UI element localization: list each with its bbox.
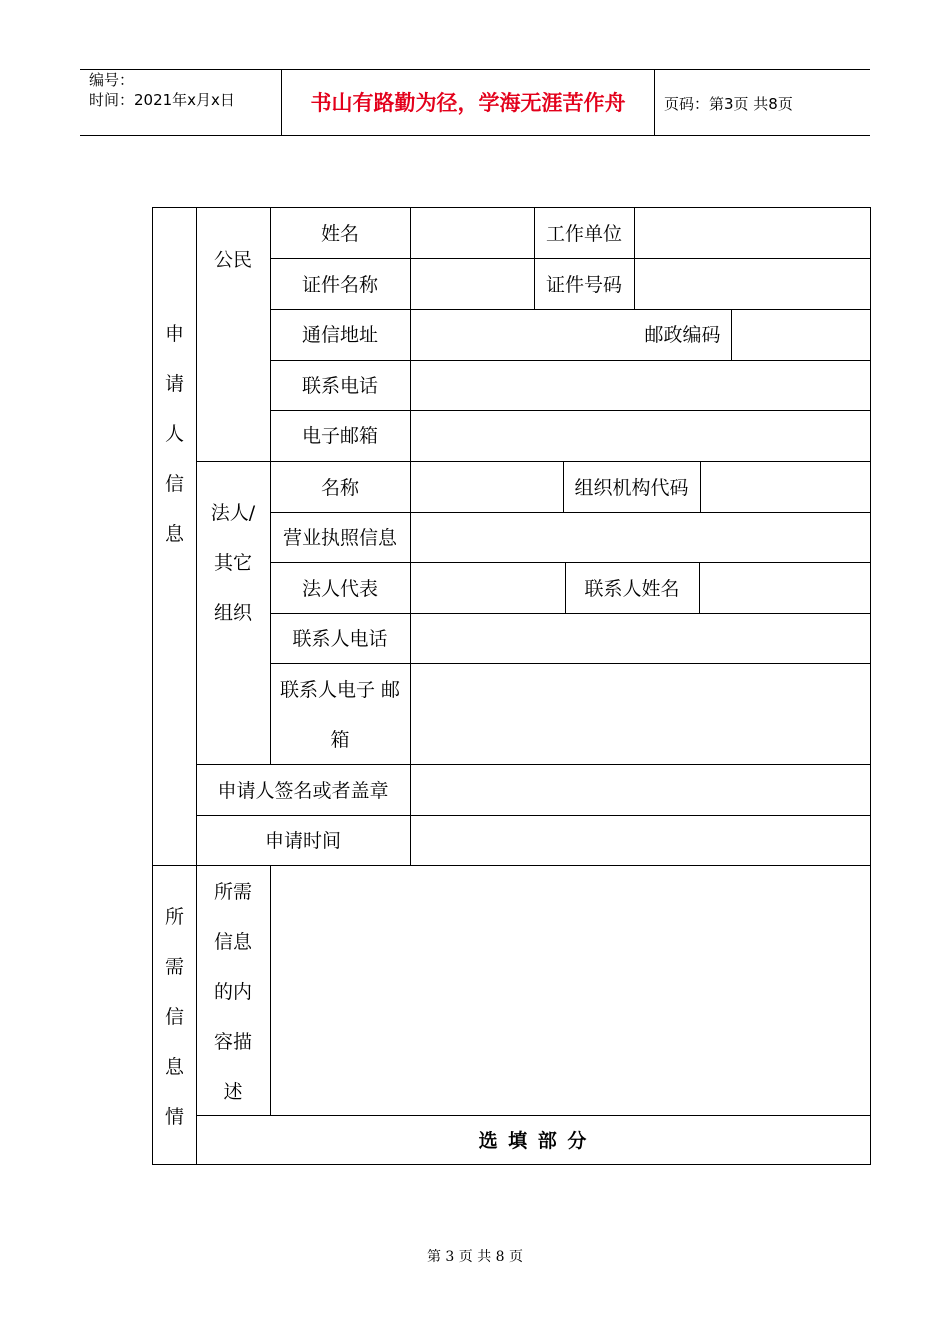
document-time-label: 时间：2021年x月x日	[89, 91, 235, 109]
section-required-info: 所 需 信 息 情	[164, 906, 184, 1128]
input-address[interactable]	[411, 310, 641, 360]
label-email: 电子邮箱	[301, 425, 378, 447]
label-postcode: 邮政编码	[644, 324, 721, 346]
header-top-rule	[80, 69, 870, 70]
document-number-label: 编号：	[89, 71, 135, 89]
header-bottom-rule	[80, 135, 870, 136]
group-organization: 法人/ 其它 组织	[210, 502, 256, 624]
label-work-unit: 工作单位	[545, 223, 622, 245]
label-apply-time: 申请时间	[264, 830, 341, 852]
page-info: 页码：第3页 共8页	[664, 95, 793, 113]
section-applicant-info: 申 请 人 信 息	[164, 323, 184, 545]
input-info-description[interactable]	[271, 866, 871, 1115]
label-info-description: 所需 信息 的内 容描 述	[213, 881, 252, 1103]
input-email[interactable]	[411, 411, 871, 461]
label-contact-name: 联系人姓名	[584, 578, 680, 600]
label-license: 营业执照信息	[282, 527, 397, 549]
input-contact-email[interactable]	[411, 664, 871, 764]
page-footer: 第 3 页 共 8 页	[426, 1249, 524, 1265]
label-name: 姓名	[320, 223, 359, 245]
label-contact-email: 联系人电子 邮	[279, 679, 401, 701]
label-legal-rep: 法人代表	[301, 578, 378, 600]
input-signature[interactable]	[411, 765, 871, 815]
label-signature: 申请人签名或者盖章	[217, 780, 389, 802]
optional-section-heading: 选 填 部 分	[478, 1130, 589, 1152]
input-work-unit[interactable]	[635, 208, 871, 258]
label-address: 通信地址	[301, 324, 378, 346]
label-phone: 联系电话	[301, 375, 378, 397]
row-line-optional	[196, 1115, 871, 1116]
application-form-table	[152, 207, 871, 1165]
label-contact-email-cont: 箱	[330, 729, 350, 751]
input-id-number[interactable]	[635, 259, 871, 309]
label-id-number: 证件号码	[545, 274, 622, 296]
input-postcode[interactable]	[732, 310, 871, 360]
label-org-name: 名称	[320, 477, 359, 499]
input-contact-name[interactable]	[700, 563, 871, 613]
header-motto: 书山有路勤为径，学海无涯苦作舟	[310, 91, 626, 115]
label-org-code: 组织机构代码	[574, 477, 689, 499]
input-org-code[interactable]	[701, 462, 871, 512]
input-legal-rep[interactable]	[411, 563, 565, 613]
label-contact-phone: 联系人电话	[292, 628, 388, 650]
input-id-name[interactable]	[411, 259, 534, 309]
input-name[interactable]	[411, 208, 534, 258]
input-apply-time[interactable]	[411, 816, 871, 865]
group-citizen: 公民	[213, 249, 252, 271]
input-contact-phone[interactable]	[411, 614, 871, 663]
label-id-name: 证件名称	[301, 274, 378, 296]
input-org-name[interactable]	[411, 462, 563, 512]
input-phone[interactable]	[411, 361, 871, 410]
header-divider-right	[654, 69, 655, 136]
input-license[interactable]	[411, 513, 871, 562]
